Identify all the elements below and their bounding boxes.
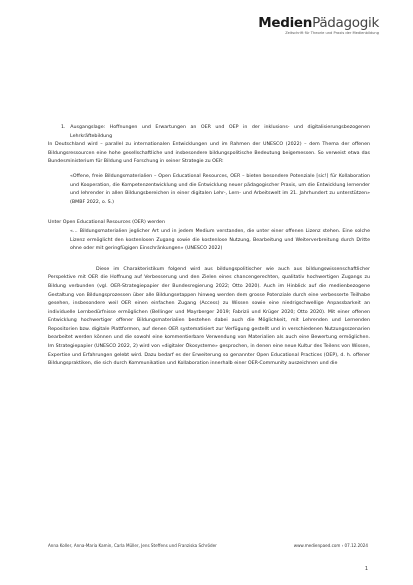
logo-bold: Medien (258, 15, 313, 31)
logo-wordmark (258, 16, 379, 31)
logo-light: Pädagogik (312, 15, 379, 31)
footer-url: www.medienpaed.com › 07.12.2024 (293, 543, 368, 548)
main-text (48, 124, 370, 369)
journal-logo (258, 16, 379, 36)
paragraph-main: Diese im Charakteristikum folgend wird aus bildungspolitischer wie auch aus bildungswissenschaftlicher Perspektive mit OER die Hoffnung auf Verbesserung und den Zielen eines chancengerechten, qualitativ hochwertigen Zugangs zu Bildung verbunden (vgl. OER-Strategiepapier der Bundesregierung 2022; Otto 2020). Auch im Hinblick auf die medienbezogene Gestaltung von Bildungsprozessen über alle Bildungsetappen hinweg werden dem grosse Potenziale durch eine verbesserte Teilhabe gesehen, insbesondere weil OER einen einfachen Zugang (Access) zu Wissen sowie eine niedrigschwellige Anpassbarkeit an individuelle Lernbedürfnisse ermöglichen (Bellinger und Mayrberger 2019; Fabrizii und Krüger 2020; Otto 2020). Mit einer offenen Entwicklung hochwertiger offener Bildungsmaterialien bestehen dabei auch die Möglichkeit, mit Lehrenden und Lernenden Repositorien bzw. digitale Plattformen, auf denen OER systematisiert zur Verfügung gestellt und in verschiedenen Nutzungsszenarien bearbeitet werden können und die sowohl eine kommentierbare Verwendung von Materialien als auch eine Bewertung ermöglichen. Im Strategiepapier (UNESCO 2022, 2) wird von «digitaler Ökosysteme» gesprochen, in denen eine neue Kultur des Teilens von Wissen, Expertise und Erfahrungen gelebt wird. Dazu bedarf es der Erweiterung so genannter Open Educational Practices (OEP), d. h. offener Bildungspraktiken, die sich durch Kommunikation und Kollaboration innerhalb einer OER-Community auszeichnen und die (48, 266, 370, 367)
footer-authors: Anna Koller, Anna-Maria Kamin, Carla Müller, Jens Steffens und Franziska Schröder (48, 543, 217, 548)
page-number: 1 (364, 566, 368, 572)
logo-subtitle: Zeitschrift für Theorie und Praxis der Medienbildung (285, 31, 379, 35)
paragraph-intro: In Deutschland wird – parallel zu internationalen Entwicklungen und im Rahmen der UNESCO (2022) – dem Thema der offenen Bildungsressourcen eine hohe gesellschaftliche und insbesondere bildungspolitische Bedeutung beigemessen. So verweist etwa das Bundesministerium für Bildung und Forschung in seiner Strategie zu OER: (48, 142, 370, 165)
section-heading: 1. Ausgangslage: Hoffnungen und Erwartungen an OER und OEP in der inklusions- und digitalisierungsbezogenen Lehrkräftebildung (61, 125, 370, 139)
paragraph-definition-lead: Unter Open Educational Resources (OER) werden (48, 220, 165, 226)
block-quote-unesco: «… Bildungsmaterialien jeglicher Art und in jedem Medium verstanden, die unter einer offenen Lizenz stehen. Eine solche Lizenz ermöglicht den kostenlosen Zugang sowie die kostenlose Nutzung, Bearbeitung und Weiterverbreitung durch Dritte ohne oder mit geringfügigen Einschränkungen» (UNESCO 2022) (70, 228, 370, 252)
block-quote-bmbf: «Offene, freie Bildungsmaterialien – Open Educational Resources, OER – bieten besondere Potenziale [sic!] für Kollaboration und Kooperation, die Kompetenzentwicklung und die Entwicklung neuer pädagogischer Praxis, um die Entwicklung lernender und lehrender in allen Bildungsbereichen in einer digitalen Lehr-, Lern- und Arbeitswelt im 21. Jahrhundert zu unterstützen» (BMBF 2022, o. S.) (70, 173, 370, 205)
